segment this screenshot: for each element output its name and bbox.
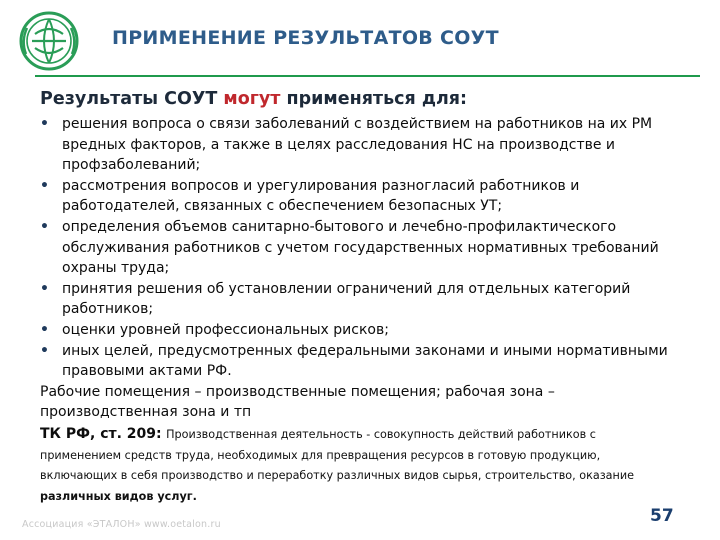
- section-heading: [40, 88, 670, 110]
- list-item-text: иных целей, предусмотренных федеральными законами и иными нормативными правовыми актами РФ.: [62, 342, 668, 380]
- list-item-text: определения объемов санитарно-бытового и лечебно-профилактического обслуживания работников с учетом государственных нормативных требований охраны труда;: [62, 218, 659, 277]
- list-item: [40, 176, 670, 217]
- heading-text: Результаты СОУТ: [40, 89, 224, 109]
- labor-code-definition: [40, 424, 670, 506]
- globe-logo-icon: [18, 10, 80, 72]
- page-title: ПРИМЕНЕНИЕ РЕЗУЛЬТАТОВ СОУТ: [112, 27, 499, 49]
- list-item: [40, 320, 670, 341]
- bullet-icon: •: [40, 218, 49, 235]
- list-item-text: рассмотрения вопросов и урегулирования разногласий работников и работодателей, связанных с обеспечением безопасных УТ;: [62, 177, 580, 215]
- definition-end: различных видов услуг.: [40, 489, 197, 503]
- list-item: [40, 341, 670, 382]
- definition-accent: оказание: [579, 469, 634, 483]
- definition-text: Производственная деятельность - совокупность действий работников с применением средств труда, необходимых для превращения ресурсов в готовую продукцию, включающих в себя производство и переработку различных видов сырья, строительство,: [40, 427, 601, 483]
- page-number: 57: [650, 506, 674, 526]
- bullet-icon: •: [40, 177, 49, 194]
- bullet-icon: •: [40, 342, 49, 359]
- header-divider: [35, 75, 700, 77]
- list-item-text: принятия решения об установлении ограничений для отдельных категорий работников;: [62, 280, 631, 318]
- heading-text-end: применяться для:: [280, 89, 468, 109]
- bullet-icon: •: [40, 321, 49, 338]
- workplace-paragraph: Рабочие помещения – производственные помещения; рабочая зона – производственная зона и тп: [40, 383, 555, 421]
- list-item: [40, 217, 670, 279]
- bullet-icon: •: [40, 116, 49, 132]
- bullet-list: [40, 114, 670, 382]
- list-item-text: оценки уровней профессиональных рисков;: [62, 321, 389, 338]
- main-content: [40, 88, 670, 506]
- list-item: [40, 114, 670, 176]
- labor-code-reference: ТК РФ, ст. 209:: [40, 425, 162, 442]
- footer-association: Ассоциация «ЭТАЛОН» www.oetalon.ru: [22, 519, 221, 530]
- list-item: [40, 279, 670, 320]
- bullet-icon: •: [40, 280, 49, 297]
- heading-accent: могут: [223, 89, 281, 109]
- list-item-text: решения вопроса о связи заболеваний с воздействием на работников на их РМ вредных факторов, а также в целях расследования НС на производстве и профзаболеваний;: [62, 116, 653, 174]
